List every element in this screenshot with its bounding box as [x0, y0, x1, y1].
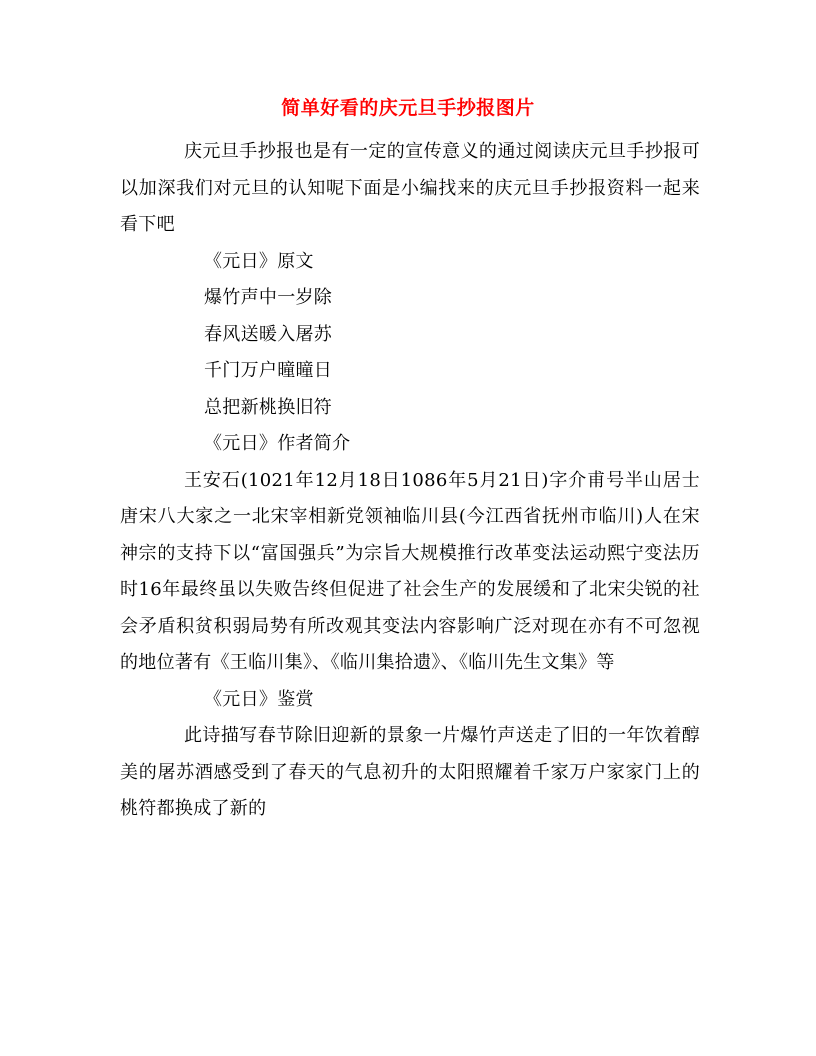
page-title: 简单好看的庆元旦手抄报图片 [281, 97, 535, 119]
appreciation-paragraph: 此诗描写春节除旧迎新的景象一片爆竹声送走了旧的一年饮着醇美的屠苏酒感受到了春天的气息初升的太阳照耀着千家万户家家门上的桃符都换成了新的 [120, 725, 700, 819]
author-heading: 《元日》作者简介 [204, 433, 351, 454]
poem-line-1: 爆竹声中一岁除 [204, 287, 333, 308]
poem-line-4: 总把新桃换旧符 [204, 396, 333, 418]
author-paragraph: 王安石(1021年12月18日1086年5月21日)字介甫号半山居士唐宋八大家之一北宋宰相新党领袖临川县(今江西省抚州市临川)人在宋神宗的支持下以“富国强兵”为宗旨大规模推行改革变法运动熙宁变法历时16年最终虽以失败告终但促进了社会生产的发展缓和了北宋尖锐的社会矛盾积贫积弱局势有所改观其变法内容影响广泛对现在亦有不可忽视的地位著有《王临川集》、《临川集拾遗》、《临川先生文集》等 [120, 469, 700, 673]
appreciation-heading: 《元日》鉴赏 [204, 688, 314, 710]
poem-heading-original: 《元日》原文 [204, 250, 314, 272]
intro-paragraph: 庆元旦手抄报也是有一定的宣传意义的通过阅读庆元旦手抄报可以加深我们对元旦的认知呢下面是小编找来的庆元旦手抄报资料一起来看下吧 [120, 141, 700, 235]
poem-line-2: 春风送暖入屠苏 [204, 323, 333, 345]
document-body [120, 134, 700, 828]
poem-line-3: 千门万户曈曈日 [204, 360, 333, 381]
